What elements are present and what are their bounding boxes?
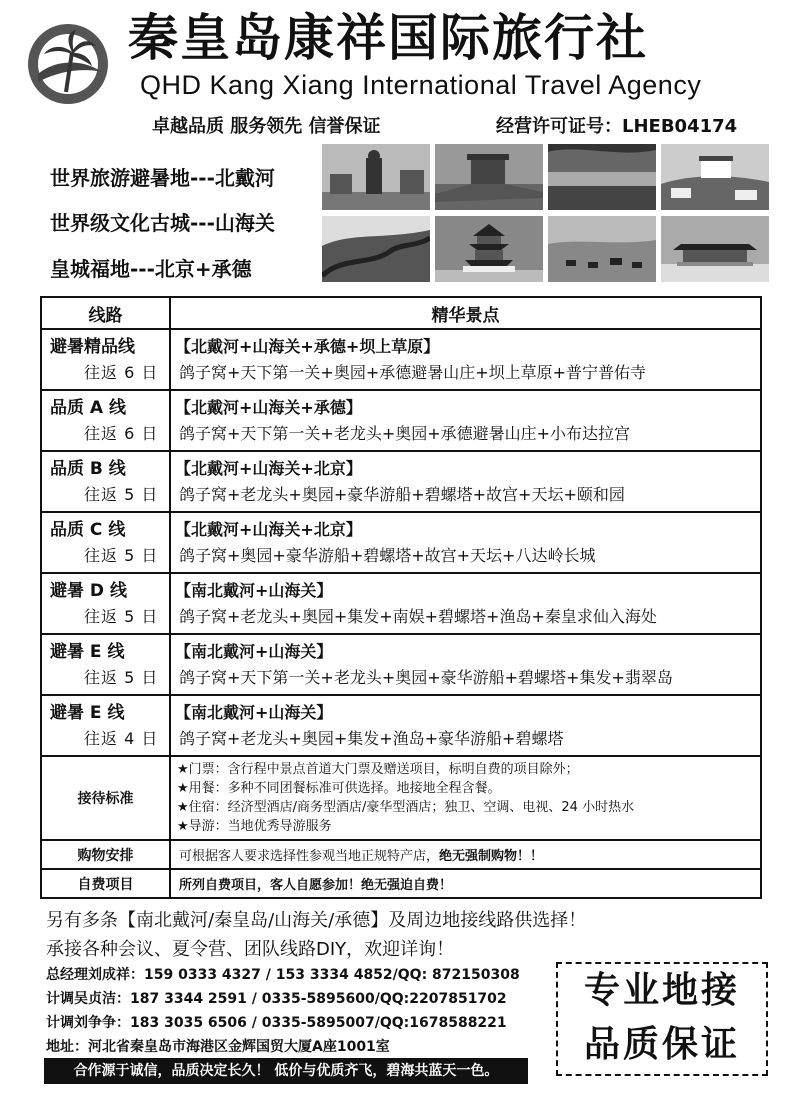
route-name: 避暑 E 线 xyxy=(50,702,125,723)
route-spots: 鸽子窝+老龙头+奥园+集发+南娱+碧螺塔+渔岛+秦皇求仙入海处 xyxy=(179,606,657,626)
table-row xyxy=(41,634,761,695)
temple-hill-photo xyxy=(661,144,769,210)
selfpay-label: 自费项目 xyxy=(41,869,170,898)
route-duration: 往返 4 日 xyxy=(84,728,159,748)
shopping-label: 购物安排 xyxy=(41,840,170,869)
destination-beijing-chengde: 皇城福地---北京+承德 xyxy=(50,257,252,281)
standards-row xyxy=(41,756,761,840)
route-headline: 【南北戴河+山海关】 xyxy=(175,641,333,661)
shopping-note: 可根据客人要求选择性参观当地正规特产店， xyxy=(179,849,440,864)
route-headline: 【北戴河+山海关+北京】 xyxy=(175,519,362,539)
destination-shanhaiguan: 世界级文化古城---山海关 xyxy=(50,211,275,235)
route-headline: 【南北戴河+山海关】 xyxy=(175,702,333,722)
route-headline: 【北戴河+山海关+承德】 xyxy=(175,397,362,417)
quality-stamp xyxy=(556,962,768,1076)
selfpay-text xyxy=(170,869,761,898)
table-row xyxy=(41,512,761,573)
selfpay-row xyxy=(41,869,761,898)
stamp-line-2: 品质保证 xyxy=(583,1024,740,1065)
license-number: 经营许可证号：LHEB04174 xyxy=(496,116,738,137)
route-duration: 往返 5 日 xyxy=(84,545,159,565)
grassland-horses-photo xyxy=(548,216,656,282)
more-services-note: 承接各种会议、夏令营、团队线路DIY，欢迎详询！ xyxy=(46,939,455,960)
route-name: 避暑 D 线 xyxy=(50,580,127,601)
agency-title-en: QHD Kang Xiang International Travel Agency xyxy=(140,70,702,100)
table-row xyxy=(41,695,761,756)
palace-photo xyxy=(661,216,769,282)
standards-list xyxy=(170,756,761,840)
standard-tickets: ★门票：含行程中景点首道大门票及赠送项目，标明自费的项目除外； xyxy=(177,762,579,777)
stamp-line-1: 专业地接 xyxy=(583,970,740,1011)
contact-planner-liu: 计调刘争争：183 3035 6506 / 0335-5895007/QQ:1678588221 xyxy=(46,1015,507,1031)
standard-meals: ★用餐：多种不同团餐标准可供选择。地接地全程含餐。 xyxy=(177,781,501,796)
agency-slogan: 卓越品质 服务领先 信誉保证 xyxy=(152,116,381,137)
route-duration: 往返 6 日 xyxy=(84,423,159,443)
route-duration: 往返 5 日 xyxy=(84,484,159,504)
route-name: 避暑 E 线 xyxy=(50,641,125,662)
table-header-row xyxy=(41,297,761,329)
route-spots: 鸽子窝+天下第一关+老龙头+奥园+豪华游船+碧螺塔+集发+翡翠岛 xyxy=(179,667,673,687)
table-row xyxy=(41,451,761,512)
route-spots: 鸽子窝+天下第一关+老龙头+奥园+承德避暑山庄+小布达拉宫 xyxy=(179,423,631,443)
route-headline: 【北戴河+山海关+承德+坝上草原】 xyxy=(175,336,440,356)
selfpay-emphasis: 所列自费项目，客人自愿参加！绝无强迫自费！ xyxy=(179,878,453,893)
temple-of-heaven-photo xyxy=(435,216,543,282)
statue-photo xyxy=(322,144,430,210)
route-duration: 往返 6 日 xyxy=(84,362,159,382)
route-name: 品质 B 线 xyxy=(50,458,126,479)
route-spots: 鸽子窝+奥园+豪华游船+碧螺塔+故宫+天坛+八达岭长城 xyxy=(179,545,596,565)
route-name: 品质 C 线 xyxy=(50,519,126,540)
table-row xyxy=(41,573,761,634)
route-duration: 往返 5 日 xyxy=(84,606,159,626)
shopping-text xyxy=(170,840,761,869)
header-spots: 精华景点 xyxy=(170,297,761,329)
agency-title-cn: 秦皇岛康祥国际旅行社 xyxy=(128,9,648,67)
contact-address: 地址：河北省秦皇岛市海港区金辉国贸大厦A座1001室 xyxy=(46,1039,390,1055)
route-spots: 鸽子窝+天下第一关+奥园+承德避暑山庄+坝上草原+普宁普佑寺 xyxy=(179,362,647,382)
route-spots: 鸽子窝+老龙头+奥园+豪华游船+碧螺塔+故宫+天坛+颐和园 xyxy=(179,484,625,504)
contact-manager: 总经理刘成祥：159 0333 4327 / 153 3334 4852/QQ: 872150308 xyxy=(46,967,520,983)
destination-beidaihe: 世界旅游避暑地---北戴河 xyxy=(50,166,275,190)
standard-hotel: ★住宿：经济型酒店/商务型酒店/豪华型酒店；独卫、空调、电视、24 小时热水 xyxy=(177,800,635,815)
standard-guide: ★导游：当地优秀导游服务 xyxy=(177,819,332,834)
great-wall-photo xyxy=(322,216,430,282)
route-headline: 【南北戴河+山海关】 xyxy=(175,580,333,600)
table-row xyxy=(41,329,761,390)
route-name: 品质 A 线 xyxy=(50,397,126,418)
header-route: 线路 xyxy=(41,297,170,329)
route-table xyxy=(40,296,762,899)
route-name: 避暑精品线 xyxy=(50,336,135,357)
bottom-slogan-bar: 合作源于诚信，品质决定长久！ 低价与优质齐飞，碧海共蓝天一色。 xyxy=(44,1058,528,1084)
contact-planner-wu: 计调吴贞洁：187 3344 2591 / 0335-5895600/QQ:2207851702 xyxy=(46,991,507,1007)
route-spots: 鸽子窝+老龙头+奥园+集发+渔岛+豪华游船+碧螺塔 xyxy=(179,728,564,748)
palm-logo-icon xyxy=(26,22,110,106)
more-routes-note: 另有多条【南北戴河/秦皇岛/山海关/承德】及周边地接线路供选择！ xyxy=(46,910,587,931)
great-wall-fort-photo xyxy=(435,144,543,210)
route-duration: 往返 5 日 xyxy=(84,667,159,687)
beach-photo xyxy=(548,144,656,210)
table-row xyxy=(41,390,761,451)
shopping-emphasis: 绝无强制购物！！ xyxy=(439,849,544,864)
route-headline: 【北戴河+山海关+北京】 xyxy=(175,458,362,478)
photo-grid xyxy=(322,144,768,286)
standards-label: 接待标准 xyxy=(41,756,170,840)
shopping-row xyxy=(41,840,761,869)
